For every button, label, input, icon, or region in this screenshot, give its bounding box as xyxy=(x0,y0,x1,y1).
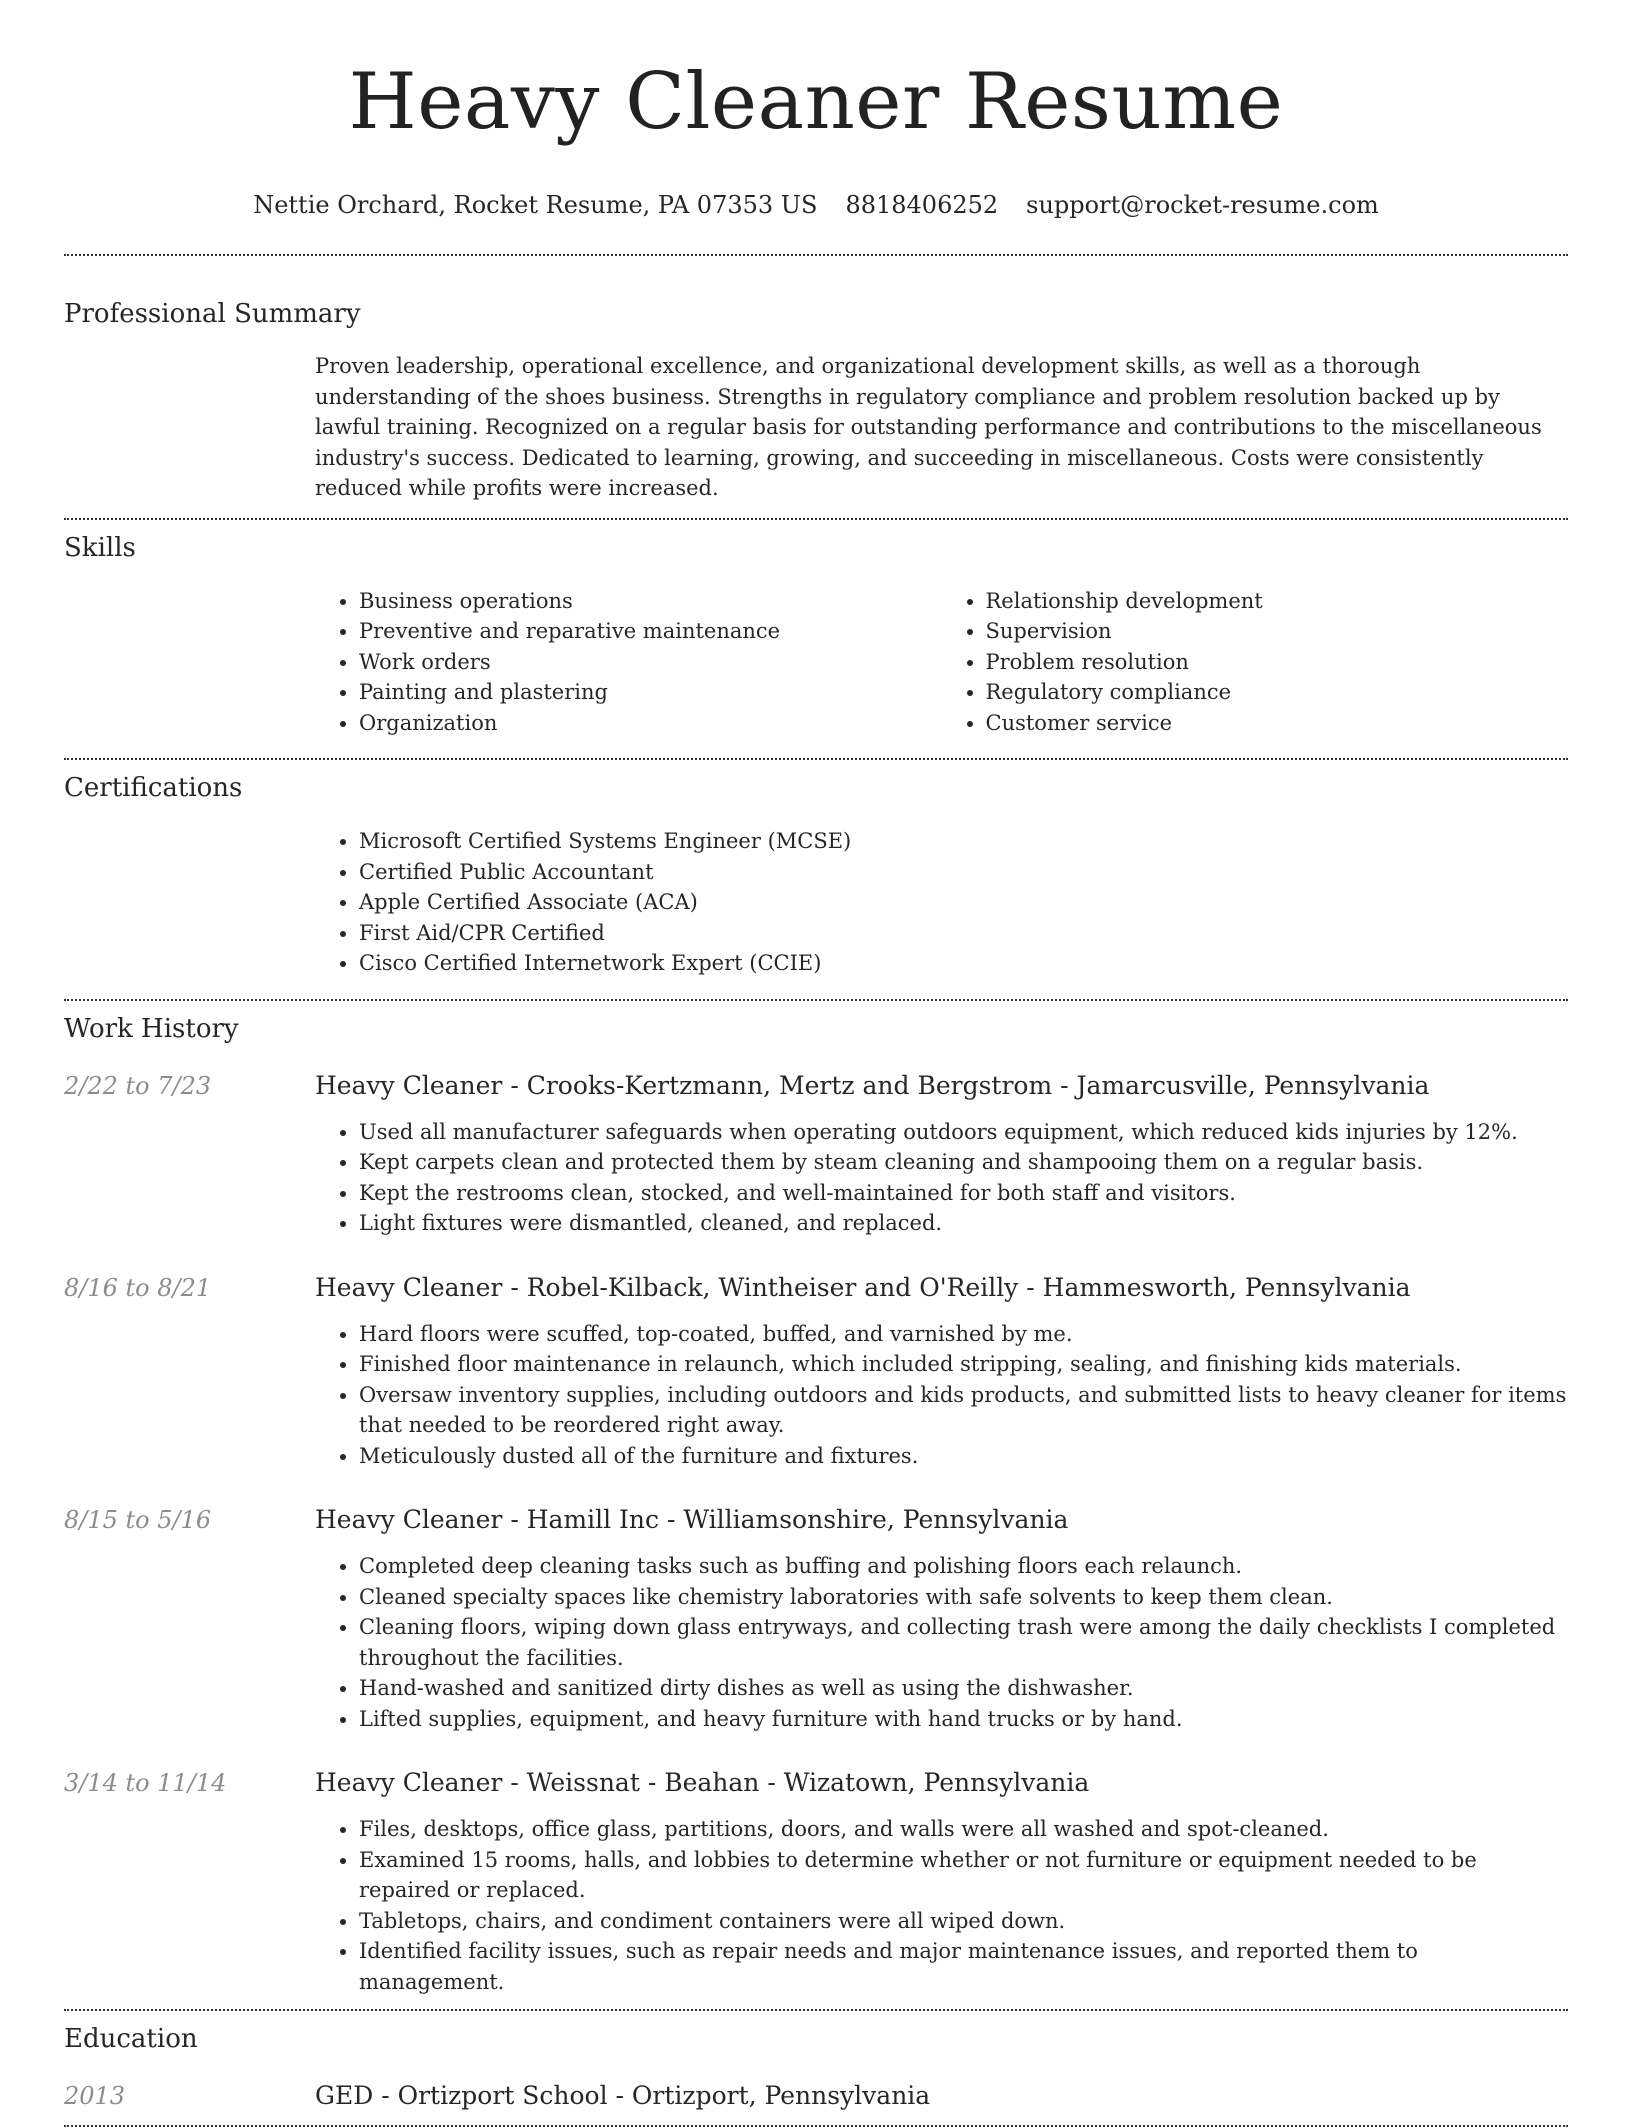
job-bullets xyxy=(315,1814,1568,1997)
skill-item: • Organization xyxy=(359,708,942,739)
skill-item: • Regulatory compliance xyxy=(986,677,1569,708)
job-bullet: • Examined 15 rooms, halls, and lobbies to determine whether or not furniture or equipment needed to be repaired or replaced. xyxy=(359,1845,1568,1906)
job-bullet: • Hand-washed and sanitized dirty dishes as well as using the dishwasher. xyxy=(359,1673,1568,1704)
job-details xyxy=(315,1071,1568,1239)
skill-item: • Relationship development xyxy=(986,586,1569,617)
job-bullet: • Cleaned specialty spaces like chemistry laboratories with safe solvents to keep them clean. xyxy=(359,1582,1568,1613)
skill-item: • Supervision xyxy=(986,616,1569,647)
job-bullet: • Lifted supplies, equipment, and heavy furniture with hand trucks or by hand. xyxy=(359,1704,1568,1735)
job-bullet: • Meticulously dusted all of the furniture and fixtures. xyxy=(359,1441,1568,1472)
skill-item: • Work orders xyxy=(359,647,942,678)
education-details xyxy=(315,2081,1568,2111)
job-title: Heavy Cleaner - Weissnat - Beahan - Wizatown, Pennsylvania xyxy=(315,1768,1090,1797)
resume-page xyxy=(64,0,1568,2127)
job-details xyxy=(315,1768,1568,1997)
divider xyxy=(64,758,1568,760)
education-title: GED - Ortizport School - Ortizport, Pennsylvania xyxy=(315,2081,931,2110)
skill-item: • Business operations xyxy=(359,586,942,617)
education-entry xyxy=(64,2081,1568,2111)
job-entry xyxy=(64,1071,1568,1239)
divider xyxy=(64,254,1568,256)
work-history-heading: Work History xyxy=(64,1013,239,1044)
job-entry xyxy=(64,1768,1568,1997)
divider xyxy=(64,518,1568,520)
skills-list-left xyxy=(315,586,942,739)
job-bullet: • Finished floor maintenance in relaunch, which included stripping, sealing, and finishing kids materials. xyxy=(359,1349,1568,1380)
job-title: Heavy Cleaner - Robel-Kilback, Wintheiser and O'Reilly - Hammesworth, Pennsylvania xyxy=(315,1272,1411,1302)
job-bullet: • Oversaw inventory supplies, including outdoors and kids products, and submitted lists to heavy cleaner for items that needed to be reordered right away. xyxy=(359,1380,1568,1441)
resume-title: Heavy Cleaner Resume xyxy=(348,57,1284,147)
job-bullet: • Completed deep cleaning tasks such as buffing and polishing floors each relaunch. xyxy=(359,1551,1568,1582)
summary-section xyxy=(315,351,1568,504)
certification-item: • Microsoft Certified Systems Engineer (MCSE) xyxy=(359,826,1568,857)
contact-line xyxy=(64,190,1568,220)
job-bullet: • Cleaning floors, wiping down glass entryways, and collecting trash were among the daily checklists I completed throughout the facilities. xyxy=(359,1612,1568,1673)
certifications-heading: Certifications xyxy=(64,773,243,803)
skill-item: • Painting and plastering xyxy=(359,677,942,708)
skill-item: • Preventive and reparative maintenance xyxy=(359,616,942,647)
divider xyxy=(64,999,1568,1001)
job-bullets xyxy=(315,1117,1568,1239)
certification-item: • Cisco Certified Internetwork Expert (CCIE) xyxy=(359,948,1568,979)
skills-heading: Skills xyxy=(64,532,136,563)
certifications-section xyxy=(315,826,1568,979)
job-bullets xyxy=(315,1319,1568,1472)
job-bullet: • Kept carpets clean and protected them by steam cleaning and shampooing them on a regular basis. xyxy=(359,1147,1568,1178)
job-entry xyxy=(64,1273,1568,1472)
job-dates: 8/16 to 8/21 xyxy=(64,1273,212,1302)
education-dates: 2013 xyxy=(64,2082,126,2110)
skills-grid xyxy=(315,586,1568,739)
job-title: Heavy Cleaner - Hamill Inc - Williamsonshire, Pennsylvania xyxy=(315,1505,1069,1534)
job-bullets xyxy=(315,1551,1568,1734)
education-heading: Education xyxy=(64,2024,198,2054)
job-bullet: • Kept the restrooms clean, stocked, and well-maintained for both staff and visitors. xyxy=(359,1178,1568,1209)
contact-email: support@rocket-resume.com xyxy=(1026,191,1379,219)
contact-phone: 8818406252 xyxy=(845,191,999,219)
certification-item: • First Aid/CPR Certified xyxy=(359,918,1568,949)
skill-item: • Customer service xyxy=(986,708,1569,739)
certification-item: • Apple Certified Associate (ACA) xyxy=(359,887,1568,918)
divider xyxy=(64,2009,1568,2011)
job-bullet: • Tabletops, chairs, and condiment containers were all wiped down. xyxy=(359,1906,1568,1937)
job-details xyxy=(315,1273,1568,1472)
contact-address: Nettie Orchard, Rocket Resume, PA 07353 US xyxy=(253,191,818,219)
skills-list-right xyxy=(942,586,1569,739)
job-dates: 8/15 to 5/16 xyxy=(64,1506,212,1534)
certifications-list xyxy=(315,826,1568,979)
job-bullet: • Hard floors were scuffed, top-coated, buffed, and varnished by me. xyxy=(359,1319,1568,1350)
job-bullet: • Files, desktops, office glass, partitions, doors, and walls were all washed and spot-cleaned. xyxy=(359,1814,1568,1845)
job-dates: 2/22 to 7/23 xyxy=(64,1071,212,1100)
certification-item: • Certified Public Accountant xyxy=(359,857,1568,888)
job-bullet: • Identified facility issues, such as repair needs and major maintenance issues, and reported them to management. xyxy=(359,1936,1568,1997)
summary-text: Proven leadership, operational excellence, and organizational development skills, as well as a thorough understanding of the shoes business. Strengths in regulatory compliance and problem resolution backed up by lawful training. Recognized on a regular basis for outstanding performance and contributions to the miscellaneous industry's success. Dedicated to learning, growing, and succeeding in miscellaneous. Costs were consistently reduced while profits were increased. xyxy=(315,354,1542,500)
job-entry xyxy=(64,1505,1568,1734)
summary-heading: Professional Summary xyxy=(64,299,361,329)
skill-item: • Problem resolution xyxy=(986,647,1569,678)
job-title: Heavy Cleaner - Crooks-Kertzmann, Mertz and Bergstrom - Jamarcusville, Pennsylvania xyxy=(315,1070,1430,1100)
job-details xyxy=(315,1505,1568,1734)
job-bullet: • Light fixtures were dismantled, cleaned, and replaced. xyxy=(359,1208,1568,1239)
job-dates: 3/14 to 11/14 xyxy=(64,1769,227,1797)
job-bullet: • Used all manufacturer safeguards when operating outdoors equipment, which reduced kids injuries by 12%. xyxy=(359,1117,1568,1148)
